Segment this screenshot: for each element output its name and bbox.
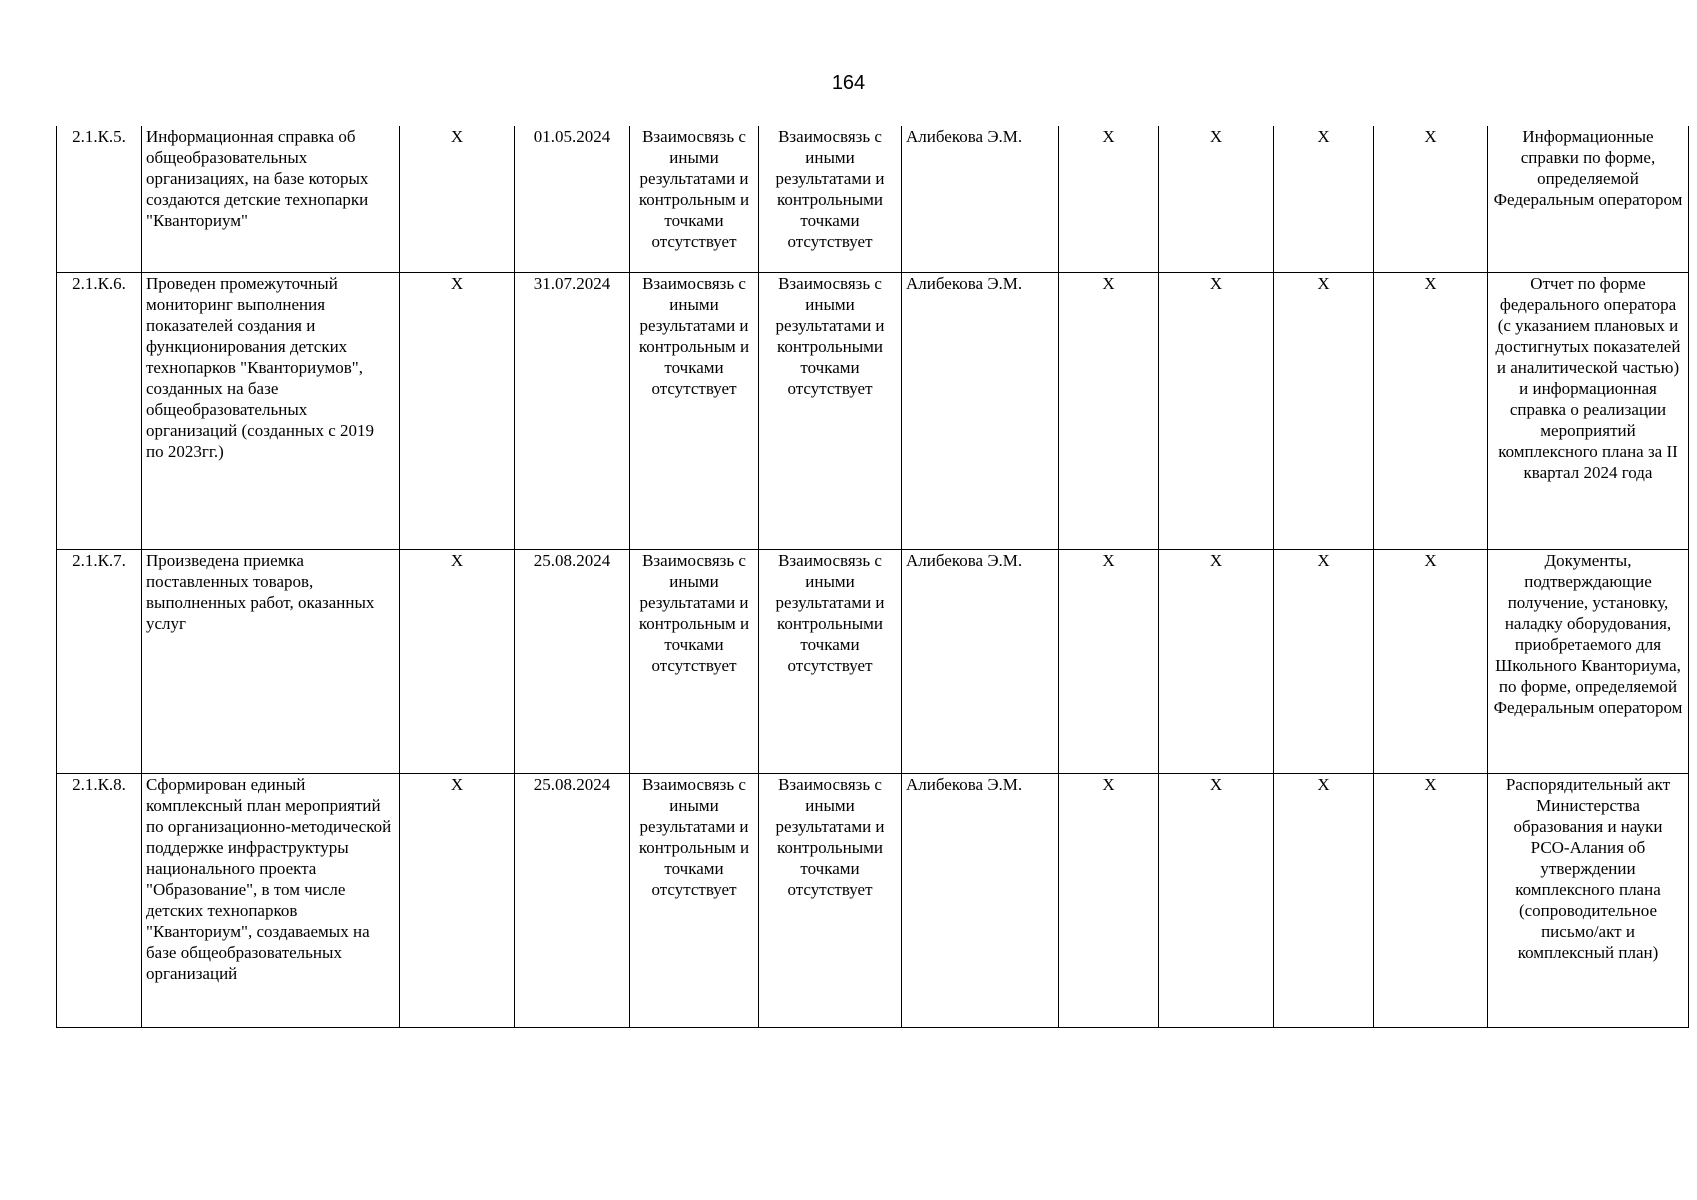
relation-next: Взаимосвязь с иными результатами и контрольными точками отсутствует xyxy=(759,549,902,773)
row-number: 2.1.К.8. xyxy=(57,773,142,1027)
x-cell: X xyxy=(400,549,515,773)
responsible-person: Алибекова Э.М. xyxy=(902,126,1059,272)
relation-previous: Взаимосвязь с иными результатами и контрольным и точками отсутствует xyxy=(630,272,759,549)
relation-next: Взаимосвязь с иными результатами и контрольными точками отсутствует xyxy=(759,126,902,272)
table-row xyxy=(57,272,1689,549)
row-number: 2.1.К.5. xyxy=(57,126,142,272)
control-point-name: Проведен промежуточный мониторинг выполнения показателей создания и функционирования детских технопарков "Кванториумов", созданных на базе общеобразовательных организаций (созданных с 2019 по 2023гг.) xyxy=(142,272,400,549)
x-cell: X xyxy=(1274,126,1374,272)
x-cell: X xyxy=(1059,272,1159,549)
relation-next: Взаимосвязь с иными результатами и контрольными точками отсутствует xyxy=(759,773,902,1027)
table-row xyxy=(57,126,1689,272)
relation-previous: Взаимосвязь с иными результатами и контрольным и точками отсутствует xyxy=(630,126,759,272)
confirming-document: Распорядительный акт Министерства образования и науки РСО-Алания об утверждении комплексного плана (сопроводительное письмо/акт и комплексный план) xyxy=(1488,773,1689,1027)
due-date: 25.08.2024 xyxy=(515,773,630,1027)
control-point-name: Информационная справка об общеобразовательных организациях, на базе которых создаются детские технопарки "Кванториум" xyxy=(142,126,400,272)
row-number: 2.1.К.6. xyxy=(57,272,142,549)
x-cell: X xyxy=(400,272,515,549)
table-row xyxy=(57,549,1689,773)
x-cell: X xyxy=(1274,549,1374,773)
relation-next: Взаимосвязь с иными результатами и контрольными точками отсутствует xyxy=(759,272,902,549)
x-cell: X xyxy=(1159,126,1274,272)
confirming-document: Информационные справки по форме, определяемой Федеральным оператором xyxy=(1488,126,1689,272)
x-cell: X xyxy=(1274,272,1374,549)
due-date: 31.07.2024 xyxy=(515,272,630,549)
x-cell: X xyxy=(1159,773,1274,1027)
x-cell: X xyxy=(1059,126,1159,272)
due-date: 01.05.2024 xyxy=(515,126,630,272)
x-cell: X xyxy=(1159,272,1274,549)
x-cell: X xyxy=(1159,549,1274,773)
relation-previous: Взаимосвязь с иными результатами и контрольным и точками отсутствует xyxy=(630,549,759,773)
x-cell: X xyxy=(1374,126,1488,272)
control-point-name: Произведена приемка поставленных товаров, выполненных работ, оказанных услуг xyxy=(142,549,400,773)
x-cell: X xyxy=(1374,773,1488,1027)
due-date: 25.08.2024 xyxy=(515,549,630,773)
x-cell: X xyxy=(400,773,515,1027)
responsible-person: Алибекова Э.М. xyxy=(902,272,1059,549)
x-cell: X xyxy=(1059,549,1159,773)
control-points-table xyxy=(56,126,1689,1028)
confirming-document: Отчет по форме федерального оператора (с указанием плановых и достигнутых показателей и аналитической частью) и информационная справка о реализации мероприятий комплексного плана за II квартал 2024 года xyxy=(1488,272,1689,549)
x-cell: X xyxy=(1374,272,1488,549)
x-cell: X xyxy=(1059,773,1159,1027)
confirming-document: Документы, подтверждающие получение, установку, наладку оборудования, приобретаемого для Школьного Кванториума, по форме, определяемой Федеральным оператором xyxy=(1488,549,1689,773)
x-cell: X xyxy=(400,126,515,272)
control-point-name: Сформирован единый комплексный план мероприятий по организационно-методической поддержке инфраструктуры национального проекта "Образование", в том числе детских технопарков "Кванториум", создаваемых на базе общеобразовательных организаций xyxy=(142,773,400,1027)
x-cell: X xyxy=(1274,773,1374,1027)
responsible-person: Алибекова Э.М. xyxy=(902,549,1059,773)
row-number: 2.1.К.7. xyxy=(57,549,142,773)
x-cell: X xyxy=(1374,549,1488,773)
table-row xyxy=(57,773,1689,1027)
responsible-person: Алибекова Э.М. xyxy=(902,773,1059,1027)
relation-previous: Взаимосвязь с иными результатами и контрольным и точками отсутствует xyxy=(630,773,759,1027)
page-number: 164 xyxy=(831,72,866,94)
